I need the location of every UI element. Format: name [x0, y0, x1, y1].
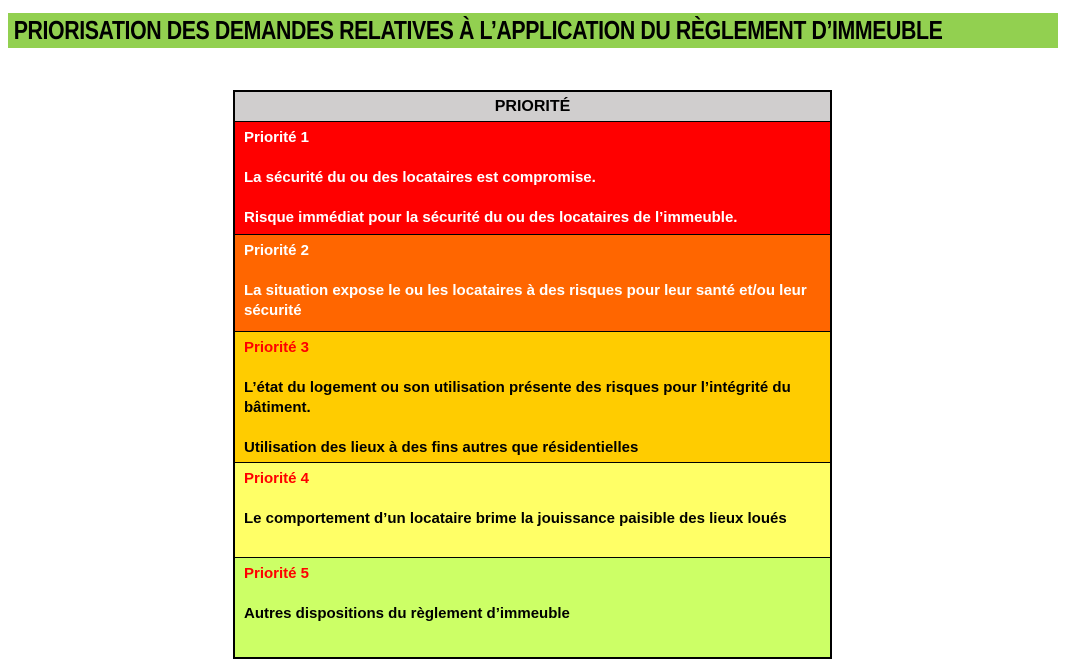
priority-row-body [244, 509, 820, 529]
priority-row [235, 462, 830, 557]
priority-table-body [235, 121, 830, 657]
priority-row-label: Priorité 2 [244, 242, 310, 259]
priority-row [235, 331, 830, 462]
priority-row-paragraph: Le comportement d’un locataire brime la jouissance paisible des lieux loués [244, 510, 787, 527]
page-title-bar [8, 13, 1058, 48]
priority-row-paragraph: La sécurité du ou des locataires est compromise. [244, 169, 596, 186]
priority-row [235, 234, 830, 331]
priority-row-body [244, 378, 820, 458]
priority-row-paragraph: L’état du logement ou son utilisation présente des risques pour l’intégrité du bâtiment. [244, 379, 791, 416]
priority-table [233, 90, 832, 659]
priority-row-body [244, 281, 820, 321]
priority-row [235, 121, 830, 234]
page-title: PRIORISATION DES DEMANDES RELATIVES À L’APPLICATION DU RÈGLEMENT D’IMMEUBLE [13, 15, 943, 45]
priority-row-label: Priorité 4 [244, 470, 310, 487]
priority-table-header [235, 92, 830, 121]
priority-row-body [244, 604, 820, 624]
priority-row [235, 557, 830, 657]
priority-row-paragraph: Autres dispositions du règlement d’immeuble [244, 605, 570, 622]
priority-row-paragraph: La situation expose le ou les locataires à des risques pour leur santé et/ou leur sécurité [244, 282, 807, 319]
priority-table-header-label: PRIORITÉ [494, 97, 571, 115]
priority-row-label: Priorité 3 [244, 339, 310, 356]
priority-row-label: Priorité 5 [244, 565, 310, 582]
priority-row-paragraph: Risque immédiat pour la sécurité du ou des locataires de l’immeuble. [244, 209, 738, 226]
priority-row-label: Priorité 1 [244, 129, 310, 146]
priority-row-paragraph: Utilisation des lieux à des fins autres que résidentielles [244, 439, 639, 456]
priority-row-body [244, 168, 820, 228]
